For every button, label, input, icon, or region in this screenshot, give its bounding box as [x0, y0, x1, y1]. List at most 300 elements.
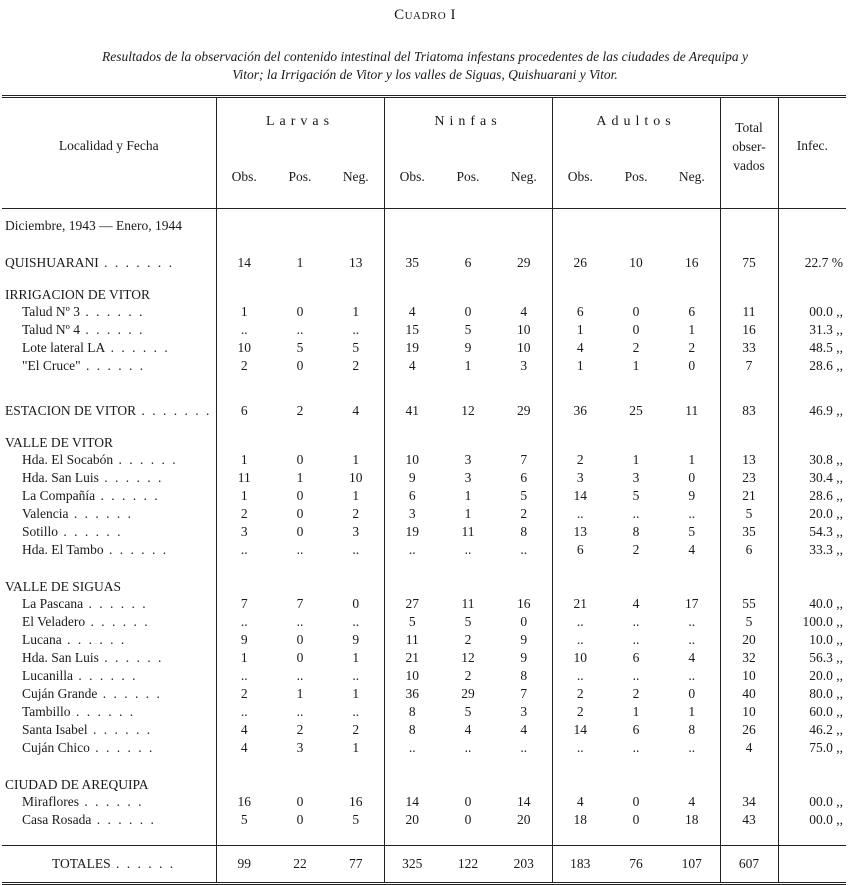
- header-adultos-neg: Neg.: [664, 146, 720, 209]
- empty-cell: [496, 375, 552, 391]
- value-cell: 2: [328, 357, 384, 375]
- empty-cell: [664, 431, 720, 451]
- value-cell: 7: [496, 451, 552, 469]
- empty-cell: [720, 773, 778, 793]
- infec-cell: 30.4 ,,: [809, 470, 844, 485]
- header-ninfas-obs: Obs.: [399, 169, 425, 184]
- value-cell: 14: [496, 793, 552, 811]
- leader-dots: . . . . . .: [61, 632, 127, 647]
- empty-cell: [664, 773, 720, 793]
- header-total-observados: [720, 97, 778, 209]
- empty-cell: [496, 773, 552, 793]
- section-row: [2, 391, 846, 431]
- leader-dots: . . . . . . .: [136, 403, 212, 418]
- value-cell: 0: [464, 304, 472, 319]
- spacer-row: [2, 829, 846, 846]
- empty-cell: [216, 375, 272, 391]
- total-cell: 20: [720, 631, 778, 649]
- value-cell: 0: [632, 322, 640, 337]
- value-cell: 4: [496, 303, 552, 321]
- empty-cell: [328, 829, 384, 846]
- infec-cell: 30.8 ,,: [809, 452, 844, 467]
- value-cell: 0: [632, 304, 640, 319]
- infec-cell: 33.3 ,,: [809, 542, 844, 557]
- empty-cell: [496, 283, 552, 303]
- row-label: Lote lateral LA: [22, 340, 106, 355]
- value-cell: 5: [408, 614, 416, 629]
- table-row: [2, 541, 846, 559]
- value-cell: 5: [296, 340, 304, 355]
- total-cell: 35: [720, 523, 778, 541]
- value-cell: ..: [328, 541, 384, 559]
- header-larvas: Larvas: [216, 97, 384, 147]
- value-cell: 0: [296, 304, 304, 319]
- infec-cell: [778, 846, 846, 884]
- total-cell: 32: [720, 649, 778, 667]
- value-cell: ..: [328, 703, 384, 721]
- value-cell: 2: [576, 686, 584, 701]
- value-cell: 5: [632, 488, 640, 503]
- empty-cell: [552, 829, 608, 846]
- header-larvas-pos: Pos.: [288, 169, 312, 184]
- empty-cell: [496, 757, 552, 773]
- row-label-cell: [2, 391, 216, 431]
- empty-cell: [720, 431, 778, 451]
- value-cell: 8: [496, 667, 552, 685]
- subtitle-line-1: Resultados de la observación del contenido intestinal del Triatoma infestans procedentes de las ciudades de Arequipa y: [102, 49, 748, 64]
- table-row: [2, 487, 846, 505]
- empty-cell: [720, 209, 778, 244]
- row-label: Diciembre, 1943 — Enero, 1944: [5, 218, 182, 233]
- value-cell: 0: [664, 357, 720, 375]
- value-cell: 2: [664, 339, 720, 357]
- infec-cell: 80.0 ,,: [809, 686, 844, 701]
- leader-dots: . . . . . .: [79, 304, 145, 319]
- value-cell: 7: [240, 596, 248, 611]
- row-label-cell: [2, 685, 216, 703]
- empty-cell: [384, 431, 440, 451]
- row-label: IRRIGACION DE VITOR: [5, 287, 150, 302]
- infec-cell: 20.0 ,,: [809, 668, 844, 683]
- header-adultos-pos: Pos.: [624, 169, 648, 184]
- total-cell: 11: [720, 303, 778, 321]
- value-cell: 6: [464, 255, 472, 270]
- value-cell: 0: [296, 794, 304, 809]
- value-cell: ..: [240, 614, 248, 629]
- empty-cell: [384, 575, 440, 595]
- leader-dots: . . . . . .: [97, 686, 162, 701]
- row-label: Sotillo: [22, 524, 59, 539]
- row-label: Hda. El Socabón: [22, 452, 114, 467]
- leader-dots: . . . . . .: [98, 470, 164, 485]
- value-cell: 0: [296, 812, 304, 827]
- value-cell: ..: [328, 667, 384, 685]
- empty-cell: [720, 375, 778, 391]
- value-cell: 0: [296, 632, 304, 647]
- table-row: [2, 667, 846, 685]
- header-ninfas: Ninfas: [384, 97, 552, 147]
- value-cell: 2: [576, 452, 584, 467]
- value-cell: ..: [632, 506, 640, 521]
- value-cell: 5: [240, 812, 248, 827]
- total-cell: 5: [720, 505, 778, 523]
- value-cell: 3: [408, 506, 416, 521]
- value-cell: 1: [632, 452, 640, 467]
- value-cell: 3: [328, 523, 384, 541]
- value-cell: 10: [496, 321, 552, 339]
- total-cell: 26: [720, 721, 778, 739]
- value-cell: 6: [576, 542, 584, 557]
- empty-cell: [440, 829, 496, 846]
- value-cell: 11: [461, 596, 475, 611]
- empty-cell: [608, 757, 664, 773]
- row-label: Miraflores: [22, 794, 79, 809]
- value-cell: 19: [405, 340, 419, 355]
- value-cell: 16: [496, 595, 552, 613]
- value-cell: 3: [464, 452, 472, 467]
- value-cell: ..: [496, 541, 552, 559]
- value-cell: 14: [573, 722, 588, 737]
- value-cell: 15: [405, 322, 419, 337]
- row-label: La Compañía: [22, 488, 96, 503]
- table-row: [2, 303, 846, 321]
- row-label-cell: [2, 523, 216, 541]
- value-cell: ..: [632, 740, 640, 755]
- value-cell: 4: [464, 722, 472, 737]
- empty-cell: [328, 559, 384, 575]
- value-cell: 4: [632, 596, 640, 611]
- value-cell: 4: [408, 304, 416, 319]
- value-cell: 41: [405, 403, 419, 418]
- value-cell: 183: [570, 856, 591, 871]
- leader-dots: . . . . . .: [110, 856, 176, 871]
- table-caption: [0, 7, 850, 24]
- empty-cell: [216, 575, 272, 595]
- total-cell: 40: [720, 685, 778, 703]
- value-cell: 4: [664, 541, 720, 559]
- value-cell: 0: [296, 488, 304, 503]
- row-label-cell: [2, 541, 216, 559]
- empty-cell: [216, 283, 272, 303]
- value-cell: 0: [296, 358, 304, 373]
- infec-cell: 46.9 ,,: [809, 403, 844, 418]
- value-cell: 9: [496, 649, 552, 667]
- table-subtitle: [4, 48, 846, 84]
- value-cell: 1: [328, 303, 384, 321]
- total-cell: 16: [720, 321, 778, 339]
- value-cell: 0: [328, 595, 384, 613]
- value-cell: 1: [296, 255, 304, 270]
- empty-cell: [778, 209, 846, 244]
- row-label-cell: [2, 631, 216, 649]
- empty-cell: [272, 375, 328, 391]
- value-cell: 0: [296, 452, 304, 467]
- value-cell: 5: [464, 704, 472, 719]
- value-cell: 4: [496, 721, 552, 739]
- total-cell: 4: [720, 739, 778, 757]
- empty-cell: [440, 283, 496, 303]
- value-cell: 7: [496, 685, 552, 703]
- value-cell: ..: [576, 632, 584, 647]
- value-cell: 1: [576, 322, 584, 337]
- value-cell: 10: [629, 255, 643, 270]
- value-cell: 1: [328, 739, 384, 757]
- date-range-row: [2, 209, 846, 244]
- table-row: [2, 811, 846, 829]
- value-cell: 6: [496, 469, 552, 487]
- value-cell: 16: [237, 794, 251, 809]
- value-cell: 13: [573, 524, 588, 539]
- empty-cell: [608, 209, 664, 244]
- empty-cell: [608, 829, 664, 846]
- value-cell: 0: [664, 469, 720, 487]
- value-cell: 29: [496, 391, 552, 431]
- empty-cell: [384, 375, 440, 391]
- value-cell: 1: [328, 451, 384, 469]
- empty-cell: [608, 431, 664, 451]
- empty-cell: [608, 375, 664, 391]
- row-label: Valencia: [22, 506, 69, 521]
- empty-cell: [440, 209, 496, 244]
- table-row: [2, 739, 846, 757]
- empty-cell: [384, 829, 440, 846]
- value-cell: 76: [629, 856, 643, 871]
- empty-cell: [384, 773, 440, 793]
- value-cell: 1: [240, 650, 248, 665]
- value-cell: ..: [296, 542, 304, 557]
- row-label: La Pascana: [22, 596, 84, 611]
- value-cell: ..: [576, 614, 584, 629]
- value-cell: 7: [296, 596, 304, 611]
- empty-cell: [496, 431, 552, 451]
- spacer-row: [2, 757, 846, 773]
- empty-cell: [664, 209, 720, 244]
- value-cell: 6: [576, 304, 584, 319]
- value-cell: 1: [296, 686, 304, 701]
- empty-cell: [272, 431, 328, 451]
- value-cell: 36: [573, 403, 588, 418]
- totals-row: [2, 846, 846, 884]
- row-label-cell: [2, 721, 216, 739]
- empty-cell: [328, 431, 384, 451]
- value-cell: 10: [237, 340, 251, 355]
- header-total-line2: obser-: [732, 139, 766, 154]
- total-cell: 5: [720, 613, 778, 631]
- value-cell: 2: [296, 722, 304, 737]
- empty-cell: [720, 757, 778, 773]
- empty-cell: [664, 757, 720, 773]
- value-cell: 27: [405, 596, 419, 611]
- leader-dots: . . . . . .: [78, 794, 144, 809]
- value-cell: 3: [240, 524, 248, 539]
- row-label-cell: [2, 703, 216, 721]
- value-cell: 4: [328, 391, 384, 431]
- header-adultos: Adultos: [552, 97, 720, 147]
- value-cell: 8: [632, 524, 640, 539]
- row-label-cell: [2, 321, 216, 339]
- row-label: Cuján Grande: [22, 686, 98, 701]
- value-cell: 22: [293, 856, 307, 871]
- empty-cell: [608, 283, 664, 303]
- value-cell: 4: [664, 649, 720, 667]
- value-cell: 12: [461, 403, 475, 418]
- empty-cell: [440, 575, 496, 595]
- empty-cell: [496, 575, 552, 595]
- row-label: TOTALES: [52, 856, 111, 871]
- row-label-cell: [2, 773, 216, 793]
- value-cell: 3: [496, 357, 552, 375]
- empty-cell: [272, 829, 328, 846]
- value-cell: 1: [664, 451, 720, 469]
- value-cell: 2: [632, 542, 640, 557]
- leader-dots: . . . . . .: [79, 322, 145, 337]
- value-cell: 20: [496, 811, 552, 829]
- value-cell: ..: [408, 740, 416, 755]
- value-cell: 2: [240, 506, 248, 521]
- value-cell: 10: [405, 452, 419, 467]
- infec-cell: 60.0 ,,: [809, 704, 844, 719]
- empty-cell: [608, 575, 664, 595]
- row-label-cell: [2, 575, 216, 595]
- value-cell: ..: [576, 506, 584, 521]
- value-cell: 9: [408, 470, 416, 485]
- empty-cell: [664, 829, 720, 846]
- value-cell: 16: [664, 243, 720, 283]
- value-cell: 5: [328, 339, 384, 357]
- empty-cell: [496, 559, 552, 575]
- table-row: [2, 613, 846, 631]
- value-cell: 9: [240, 632, 248, 647]
- leader-dots: . . . . . .: [98, 650, 164, 665]
- row-label: ESTACION DE VITOR: [5, 403, 137, 418]
- empty-cell: [778, 431, 846, 451]
- value-cell: 9: [328, 631, 384, 649]
- value-cell: 2: [328, 721, 384, 739]
- value-cell: 1: [632, 704, 640, 719]
- table-row: [2, 469, 846, 487]
- row-label-cell: [2, 487, 216, 505]
- header-adultos-obs: Obs.: [567, 169, 593, 184]
- infec-cell: 56.3 ,,: [809, 650, 844, 665]
- table-row: [2, 703, 846, 721]
- section-header-row: [2, 431, 846, 451]
- value-cell: ..: [664, 667, 720, 685]
- row-label-cell: [2, 209, 216, 244]
- total-cell: 83: [720, 391, 778, 431]
- value-cell: 14: [405, 794, 419, 809]
- value-cell: 11: [405, 632, 419, 647]
- value-cell: 203: [496, 846, 552, 884]
- value-cell: ..: [576, 740, 584, 755]
- value-cell: 4: [240, 722, 248, 737]
- empty-cell: [440, 757, 496, 773]
- value-cell: 0: [296, 506, 304, 521]
- value-cell: 0: [664, 685, 720, 703]
- header-larvas-obs: Obs.: [231, 169, 257, 184]
- infec-cell: 20.0 ,,: [809, 506, 844, 521]
- row-label: Cuján Chico: [22, 740, 90, 755]
- row-label-cell: [2, 595, 216, 613]
- table-row: [2, 357, 846, 375]
- value-cell: 0: [464, 794, 472, 809]
- value-cell: 25: [629, 403, 643, 418]
- empty-cell: [272, 757, 328, 773]
- value-cell: 1: [328, 649, 384, 667]
- row-label-cell: [2, 667, 216, 685]
- empty-cell: [216, 757, 272, 773]
- infec-cell: 100.0 ,,: [802, 614, 844, 629]
- value-cell: 1: [464, 488, 472, 503]
- value-cell: ..: [664, 739, 720, 757]
- value-cell: 6: [632, 722, 640, 737]
- value-cell: 12: [461, 650, 475, 665]
- empty-cell: [384, 283, 440, 303]
- header-localidad: Localidad y Fecha: [2, 97, 216, 209]
- value-cell: ..: [296, 614, 304, 629]
- value-cell: 1: [328, 487, 384, 505]
- value-cell: 2: [464, 668, 472, 683]
- total-cell: 6: [720, 541, 778, 559]
- value-cell: 8: [664, 721, 720, 739]
- value-cell: 5: [328, 811, 384, 829]
- value-cell: 3: [576, 470, 584, 485]
- value-cell: 0: [632, 794, 640, 809]
- row-label-cell: [2, 283, 216, 303]
- row-label: VALLE DE SIGUAS: [5, 579, 122, 594]
- infec-cell: 28.6 ,,: [809, 488, 844, 503]
- leader-dots: . . . . . .: [89, 740, 155, 755]
- value-cell: 14: [237, 255, 251, 270]
- value-cell: 26: [573, 255, 588, 270]
- empty-cell: [778, 283, 846, 303]
- leader-dots: . . . . . .: [83, 596, 148, 611]
- value-cell: 13: [328, 243, 384, 283]
- total-cell: 75: [720, 243, 778, 283]
- empty-cell: [664, 575, 720, 595]
- empty-cell: [496, 829, 552, 846]
- value-cell: 1: [664, 703, 720, 721]
- row-label: VALLE DE VITOR: [5, 435, 113, 450]
- empty-cell: [272, 283, 328, 303]
- value-cell: 1: [664, 321, 720, 339]
- spacer-row: [2, 559, 846, 575]
- leader-dots: . . . . . .: [103, 542, 169, 557]
- table-row: [2, 321, 846, 339]
- value-cell: 6: [664, 303, 720, 321]
- empty-cell: [384, 209, 440, 244]
- total-cell: 21: [720, 487, 778, 505]
- value-cell: 0: [296, 650, 304, 665]
- value-cell: 10: [328, 469, 384, 487]
- row-label: Casa Rosada: [22, 812, 92, 827]
- value-cell: 21: [405, 650, 419, 665]
- value-cell: 2: [496, 505, 552, 523]
- empty-cell: [328, 757, 384, 773]
- empty-cell: [552, 757, 608, 773]
- table-row: [2, 595, 846, 613]
- table-row: [2, 685, 846, 703]
- empty-cell: [216, 773, 272, 793]
- infec-cell: 48.5 ,,: [809, 340, 844, 355]
- header-ninfas-neg: Neg.: [496, 146, 552, 209]
- value-cell: ..: [664, 505, 720, 523]
- infec-cell: 00.0 ,,: [809, 794, 844, 809]
- empty-cell: [608, 559, 664, 575]
- section-header-row: [2, 575, 846, 595]
- value-cell: 35: [405, 255, 419, 270]
- empty-cell: [778, 575, 846, 595]
- row-label: "El Cruce": [22, 358, 81, 373]
